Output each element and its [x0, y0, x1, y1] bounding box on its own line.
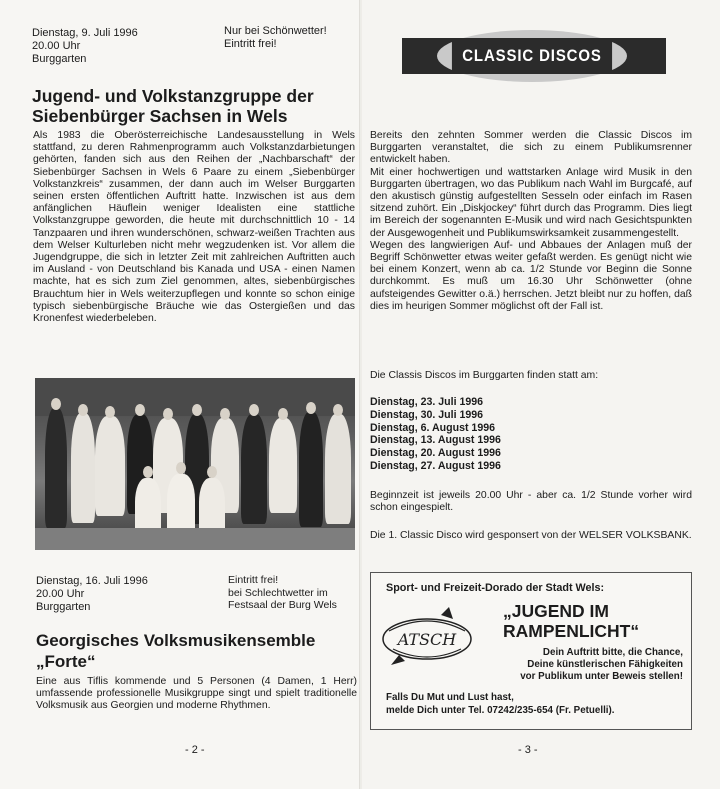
- dates-intro: Die Classis Discos im Burggarten finden statt am:: [370, 370, 599, 381]
- discos-body: Bereits den zehnten Sommer werden die Classic Discos im Burggarten veranstaltet, die sich zu einem Publikumsrenner entwickelt haben. Mit einer hochwertigen und wattstarken Anlage wird Musik in den Burggarten übertragen, wo das Publikum nach Wahl im Burgcafé, auf den akustisch günstig aufgestellten Sesseln oder einfach im Rasen sitzend zuhört. Ein „Diskjockey“ führt durch das Programm. Dies liegt im Bereich der sogenannten E-Musik und wird nach Gesichtspunkten der Ausgewogenheit und Publikumswirksamkeit zusammengestellt. Wegen des langwierigen Auf- und Abbaues der Anlagen muß der Begriff Schönwetter etwas weiter gefaßt werden. Es genügt nicht wie bei einem Konzert, wenn ab ca. 1/2 Stunde vor Beginn die Sonne durchkommt. Es muß um 16.30 Uhr Schönwetter (ohne aufsteigendes Gewitter o.ä.) herrschen. Jetzt bleibt nur zu hoffen, daß dies im heurigen Sommer möglichst oft der Fall ist.: [370, 130, 692, 312]
- event1-date: Dienstag, 9. Juli 1996: [32, 27, 138, 39]
- sponsor-note: Die 1. Classic Disco wird gesponsert von der WELSER VOLKSBANK.: [370, 530, 692, 541]
- event2-note-entry: Eintritt frei!: [228, 574, 279, 586]
- dates-list: [370, 396, 501, 473]
- event1-title-line1: Jugend- und Volkstanzgruppe der: [32, 86, 314, 106]
- date-item: Dienstag, 23. Juli 1996: [370, 396, 484, 408]
- event1-notes: [224, 25, 327, 51]
- event1-note-weather: Nur bei Schönwetter!: [224, 25, 327, 37]
- event2-notes: [228, 574, 337, 612]
- ad-title-line1: „JUGEND IM: [503, 601, 609, 621]
- start-note: Beginnzeit ist jeweils 20.00 Uhr - aber ca. 1/2 Stunde vorher wird schon eingespielt.: [370, 490, 692, 514]
- banner-title: [448, 38, 615, 74]
- event2-note-weather: bei Schlechtwetter im: [228, 586, 328, 599]
- ad-header: Sport- und Freizeit-Dorado der Stadt Wels:: [386, 582, 605, 594]
- event2-title-line1: Georgisches Volksmusikensemble: [36, 631, 316, 650]
- date-item: Dienstag, 27. August 1996: [370, 459, 501, 472]
- event1-time: 20.00 Uhr: [32, 40, 81, 52]
- ad-contact-line1: Falls Du Mut und Lust hast,: [386, 692, 514, 703]
- event2-date: Dienstag, 16. Juli 1996: [36, 575, 148, 587]
- event1-title: [32, 86, 352, 126]
- atsch-logo: [379, 605, 475, 669]
- date-item: Dienstag, 30. Juli 1996: [370, 408, 484, 421]
- page-number-left: - 2 -: [185, 744, 205, 756]
- date-item: Dienstag, 6. August 1996: [370, 421, 496, 434]
- date-item: Dienstag, 13. August 1996: [370, 434, 501, 447]
- ad-box: [370, 572, 692, 730]
- date-item: Dienstag, 20. August 1996: [370, 447, 501, 460]
- event1-title-line2: Siebenbürger Sachsen in Wels: [32, 106, 288, 126]
- ad-subtitle: [479, 647, 683, 683]
- event1-note-entry: Eintritt frei!: [224, 38, 277, 50]
- event2-date-block: [36, 575, 148, 614]
- event2-note-venue: Festsaal der Burg Wels: [228, 599, 337, 611]
- event2-title-line2: „Forte“: [36, 652, 96, 671]
- atsch-logo-icon: [379, 605, 475, 669]
- ad-contact: [386, 691, 615, 717]
- ad-sub-line3: vor Publikum unter Beweis stellen!: [520, 671, 683, 682]
- group-photo: [35, 378, 355, 550]
- event2-title: [36, 630, 356, 672]
- ad-sub-line2: Deine künstlerischen Fähigkeiten: [527, 659, 683, 670]
- event2-time: 20.00 Uhr: [36, 588, 85, 600]
- ad-contact-line2: melde Dich unter Tel. 07242/235-654 (Fr. Petuelli).: [386, 705, 615, 716]
- event2-place: Burggarten: [36, 601, 91, 613]
- atsch-logo-text: ATSCH: [397, 630, 457, 649]
- event2-body: Eine aus Tiflis kommende und 5 Personen (4 Damen, 1 Herr) umfassende professionelle Musikgruppe singt und spielt traditionelle Volksmusik aus Georgien und moderne Rhythmen.: [36, 676, 357, 712]
- right-page: [362, 0, 720, 789]
- ad-sub-line1: Dein Auftritt bitte, die Chance,: [542, 647, 683, 658]
- page-number-right: - 3 -: [518, 744, 538, 756]
- ad-title-line2: RAMPENLICHT“: [503, 621, 640, 641]
- banner-title-text: CLASSIC DISCOS: [452, 38, 613, 74]
- event1-date-block: [32, 27, 138, 66]
- event1-body: Als 1983 die Oberösterreichische Landesausstellung in Wels stattfand, zu deren Rahmenprogramm auch Volkstanzdarbietungen gehörten, fanden sich aus den Reihen der „Nachbarschaft“ der Siebenbürger Sachsen in Wels 6 Paare zu einem „Siebenbürger Volkstanzkreis“ zusammen, der dann auch im Welser Burggarten seinen ersten öffentlichen Auftritt hatte. Inzwischen ist aus dem anfänglichen Häuflein weniger Idealisten eine stattliche Volkstanzgruppe geworden, die heute mit durchschnittlich 10 - 14 Tanzpaaren und ihren wunderschönen, schwarz-weißen Trachten aus dem Welser Kulturleben nicht mehr wegzudenken ist. Vor allem die Jugendgruppe, die sich in letzter Zeit mit zahlreichen Auftritten auch im Ausland - von Deutschland bis Kanada und USA - einen Namen machte, hat es sich zum Ziel genommen, altes, siebenbürgisches Brauchtum hier in Wels weiterzupflegen und konnte so schon einige typisch siebenbürgische Bräuche wie das Ostergießen und das Kronenfest wiederbeleben.: [33, 130, 355, 325]
- event1-place: Burggarten: [32, 53, 87, 65]
- ad-title: [503, 601, 639, 641]
